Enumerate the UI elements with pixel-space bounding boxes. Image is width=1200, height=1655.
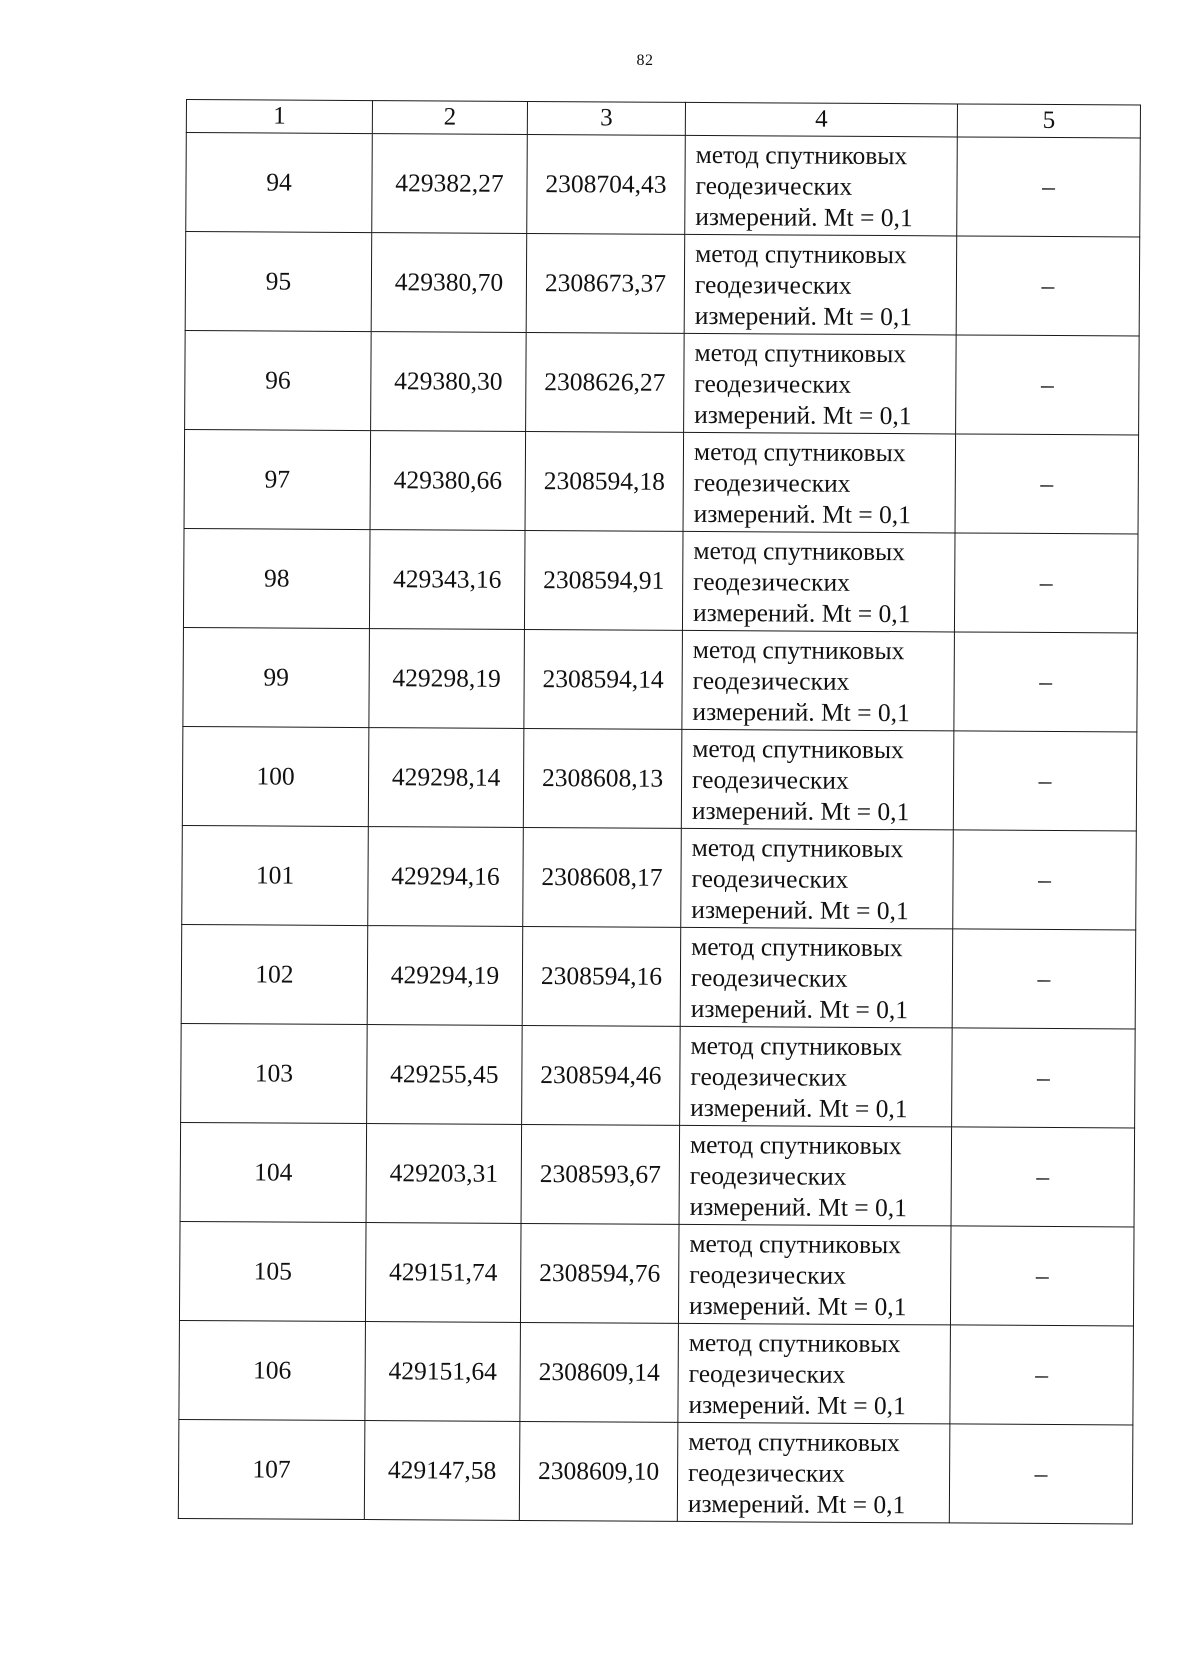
x-coordinate-cell: 429255,45 [367,1025,523,1125]
method-line: геодезических [693,467,851,498]
point-number-cell: 98 [183,528,370,628]
method-line: метод спутниковых [688,1426,900,1457]
note-cell: – [956,335,1140,435]
header-row [186,100,1140,138]
method-cell [685,135,958,236]
method-line: измерений. Mt = 0,1 [690,1092,908,1123]
note-cell: – [951,1127,1135,1227]
method-line: геодезических [692,665,850,696]
table-row [182,726,1137,830]
table-row [183,627,1138,731]
point-number-cell: 104 [180,1122,367,1222]
x-coordinate-cell: 429380,66 [370,431,526,531]
method-cell [684,234,957,335]
y-coordinate-cell: 2308608,17 [523,827,682,927]
method-line: геодезических [689,1259,846,1290]
note-cell: – [955,434,1139,534]
y-coordinate-cell: 2308626,27 [526,332,685,432]
method-line: метод спутниковых [689,1228,902,1259]
method-line: метод спутниковых [693,436,906,467]
table-row [178,1419,1133,1523]
y-coordinate-cell: 2308593,67 [521,1124,680,1224]
table-row [185,330,1140,434]
column-header-2: 2 [372,101,527,135]
method-cell [682,630,955,731]
method-line: метод спутниковых [694,337,907,368]
method-cell [684,333,957,434]
method-line: измерений. Mt = 0,1 [688,1290,907,1321]
method-cell [678,1224,951,1325]
page-number: 82 [636,52,654,69]
column-header-3: 3 [527,101,685,135]
x-coordinate-cell: 429298,14 [368,728,524,828]
x-coordinate-cell: 429294,19 [367,926,523,1026]
x-coordinate-cell: 429151,74 [365,1223,521,1323]
point-number-cell: 95 [185,232,372,332]
method-cell [678,1323,951,1424]
method-cell [681,828,954,929]
column-header-4: 4 [685,102,957,137]
method-cell [679,1125,952,1226]
method-cell [682,531,955,632]
point-number-cell: 103 [181,1023,368,1123]
method-line: метод спутниковых [692,733,904,764]
table-body [178,133,1140,1524]
method-line: измерений. Mt = 0,1 [692,696,910,727]
method-cell [677,1422,950,1523]
method-line: геодезических [694,368,852,399]
note-cell: – [953,731,1137,831]
x-coordinate-cell: 429147,58 [364,1421,520,1521]
method-line: метод спутниковых [692,634,905,665]
method-line: измерений. Mt = 0,1 [695,201,913,232]
x-coordinate-cell: 429298,19 [369,629,525,729]
point-number-cell: 107 [178,1419,365,1519]
method-line: геодезических [692,764,849,795]
table-row [181,1023,1136,1127]
note-cell: – [950,1226,1134,1326]
point-number-cell: 102 [181,924,368,1024]
y-coordinate-cell: 2308608,13 [523,728,682,828]
note-cell: – [953,830,1137,930]
point-number-cell: 101 [182,825,369,925]
x-coordinate-cell: 429294,16 [368,827,524,927]
x-coordinate-cell: 429382,27 [372,134,528,234]
x-coordinate-cell: 429343,16 [369,530,525,630]
point-number-cell: 99 [183,627,370,727]
y-coordinate-cell: 2308594,91 [524,530,683,630]
y-coordinate-cell: 2308594,76 [520,1223,679,1323]
note-cell: – [950,1325,1134,1425]
x-coordinate-cell: 429151,64 [365,1322,521,1422]
method-line: геодезических [691,863,849,894]
table-row [181,924,1136,1028]
table-row [179,1221,1134,1325]
method-line: геодезических [690,1061,848,1092]
table-row [186,133,1141,237]
method-line: геодезических [689,1160,847,1191]
method-line: геодезических [694,269,852,300]
y-coordinate-cell: 2308609,14 [520,1322,679,1422]
method-line: метод спутниковых [688,1327,901,1358]
point-number-cell: 96 [185,330,372,430]
x-coordinate-cell: 429380,30 [371,332,527,432]
method-cell [683,432,956,533]
method-cell [680,927,953,1028]
note-cell: – [957,137,1141,237]
note-cell: – [949,1424,1133,1524]
method-cell [681,729,954,830]
table-row [184,429,1139,533]
y-coordinate-cell: 2308609,10 [519,1421,678,1521]
method-line: геодезических [688,1457,845,1488]
point-number-cell: 94 [186,133,373,233]
method-line: измерений. Mt = 0,1 [687,1488,906,1519]
method-line: измерений. Mt = 0,1 [693,498,912,529]
y-coordinate-cell: 2308594,46 [522,1025,681,1125]
column-header-1: 1 [186,100,372,134]
method-line: геодезических [693,566,850,597]
table-row [179,1320,1134,1424]
table-header [186,100,1140,138]
method-line: измерений. Mt = 0,1 [689,1191,908,1222]
y-coordinate-cell: 2308594,14 [524,629,683,729]
coordinates-table [178,99,1141,1524]
x-coordinate-cell: 429203,31 [366,1124,522,1224]
y-coordinate-cell: 2308673,37 [526,233,685,333]
point-number-cell: 106 [179,1320,366,1420]
point-number-cell: 105 [179,1221,366,1321]
method-line: метод спутниковых [691,832,904,863]
method-line: измерений. Mt = 0,1 [694,399,912,430]
y-coordinate-cell: 2308594,18 [525,431,684,531]
method-line: измерений. Mt = 0,1 [691,894,909,925]
point-number-cell: 97 [184,429,371,529]
method-line: геодезических [695,170,853,201]
note-cell: – [954,632,1138,732]
x-coordinate-cell: 429380,70 [371,233,527,333]
table-row [183,528,1138,632]
method-cell [680,1026,953,1127]
method-line: метод спутниковых [691,931,903,962]
method-line: метод спутниковых [695,238,907,269]
note-cell: – [956,236,1140,336]
note-cell: – [954,533,1138,633]
table-row [185,232,1140,336]
note-cell: – [952,929,1136,1029]
method-line: измерений. Mt = 0,1 [694,300,913,331]
column-header-5: 5 [957,104,1140,138]
method-line: измерений. Mt = 0,1 [692,597,911,628]
note-cell: – [952,1028,1136,1128]
method-line: геодезических [688,1358,846,1389]
table-row [180,1122,1135,1226]
method-line: измерений. Mt = 0,1 [691,795,910,826]
method-line: метод спутниковых [690,1030,903,1061]
point-number-cell: 100 [182,726,369,826]
y-coordinate-cell: 2308704,43 [527,134,686,234]
method-line: измерений. Mt = 0,1 [690,993,909,1024]
y-coordinate-cell: 2308594,16 [522,926,681,1026]
method-line: измерений. Mt = 0,1 [688,1389,906,1420]
table-row [182,825,1137,929]
method-line: метод спутниковых [695,139,908,170]
method-line: метод спутниковых [689,1129,902,1160]
method-line: геодезических [690,962,848,993]
method-line: метод спутниковых [693,535,906,566]
